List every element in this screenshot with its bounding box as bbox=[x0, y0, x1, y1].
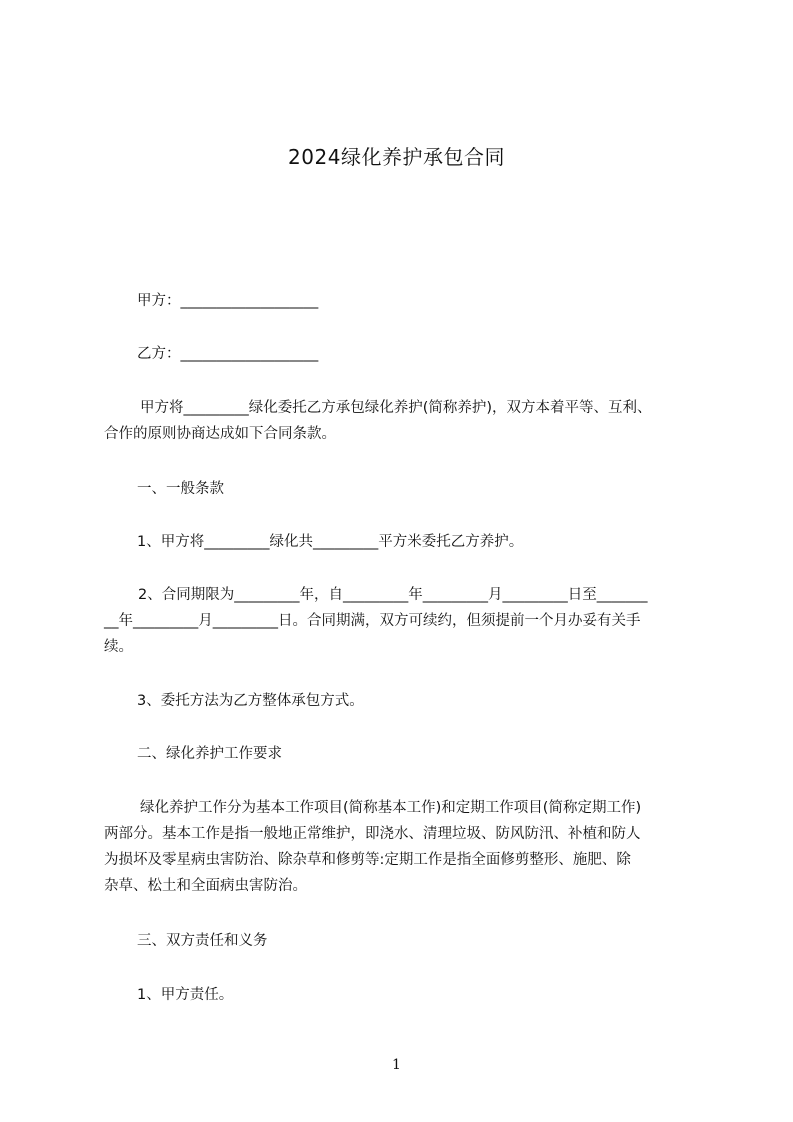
section2-heading: 二、绿化养护工作要求 bbox=[137, 746, 282, 762]
intro-line-2: 合作的原则协商达成如下合同条款。 bbox=[104, 426, 336, 442]
section2-body bbox=[104, 799, 700, 903]
section3-heading: 三、双方责任和义务 bbox=[137, 933, 268, 949]
clause-1-2-line-3: 续。 bbox=[104, 639, 133, 655]
clause-1-3: 3、委托方法为乙方整体承包方式。 bbox=[137, 693, 364, 709]
section3-item-1: 1、甲方责任。 bbox=[137, 987, 234, 1003]
section1-heading: 一、一般条款 bbox=[137, 481, 224, 497]
intro-paragraph bbox=[104, 399, 700, 451]
section2-line-2: 两部分。基本工作是指一般地正常维护，即浇水、清理垃圾、防风防汛、补植和防人 bbox=[104, 826, 641, 842]
section2-line-1: 绿化养护工作分为基本工作项目(简称基本工作)和定期工作项目(简称定期工作) bbox=[140, 800, 642, 816]
clause-1-2 bbox=[104, 586, 700, 664]
party-a-line: 甲方：___________________ bbox=[137, 293, 319, 309]
clause-1-1: 1、甲方将_________绿化共_________平方米委托乙方养护。 bbox=[137, 534, 524, 550]
clause-1-2-line-2: __年_________月_________日。合同期满，双方可续约，但须提前一个月办妥有关手 bbox=[104, 613, 641, 629]
section2-line-4: 杂草、松土和全面病虫害防治。 bbox=[104, 878, 307, 894]
document-title: 2024绿化养护承包合同 bbox=[288, 145, 505, 169]
clause-1-2-line-1: 2、合同期限为_________年，自_________年_________月_________日至_______ bbox=[138, 587, 648, 603]
section2-line-3: 为损坏及零星病虫害防治、除杂草和修剪等:定期工作是指全面修剪整形、施肥、除 bbox=[104, 852, 631, 868]
intro-line-1: 甲方将_________绿化委托乙方承包绿化养护(简称养护)，双方本着平等、互利、 bbox=[140, 400, 652, 416]
party-b-line: 乙方：___________________ bbox=[137, 346, 319, 362]
page-number: 1 bbox=[392, 1057, 401, 1073]
